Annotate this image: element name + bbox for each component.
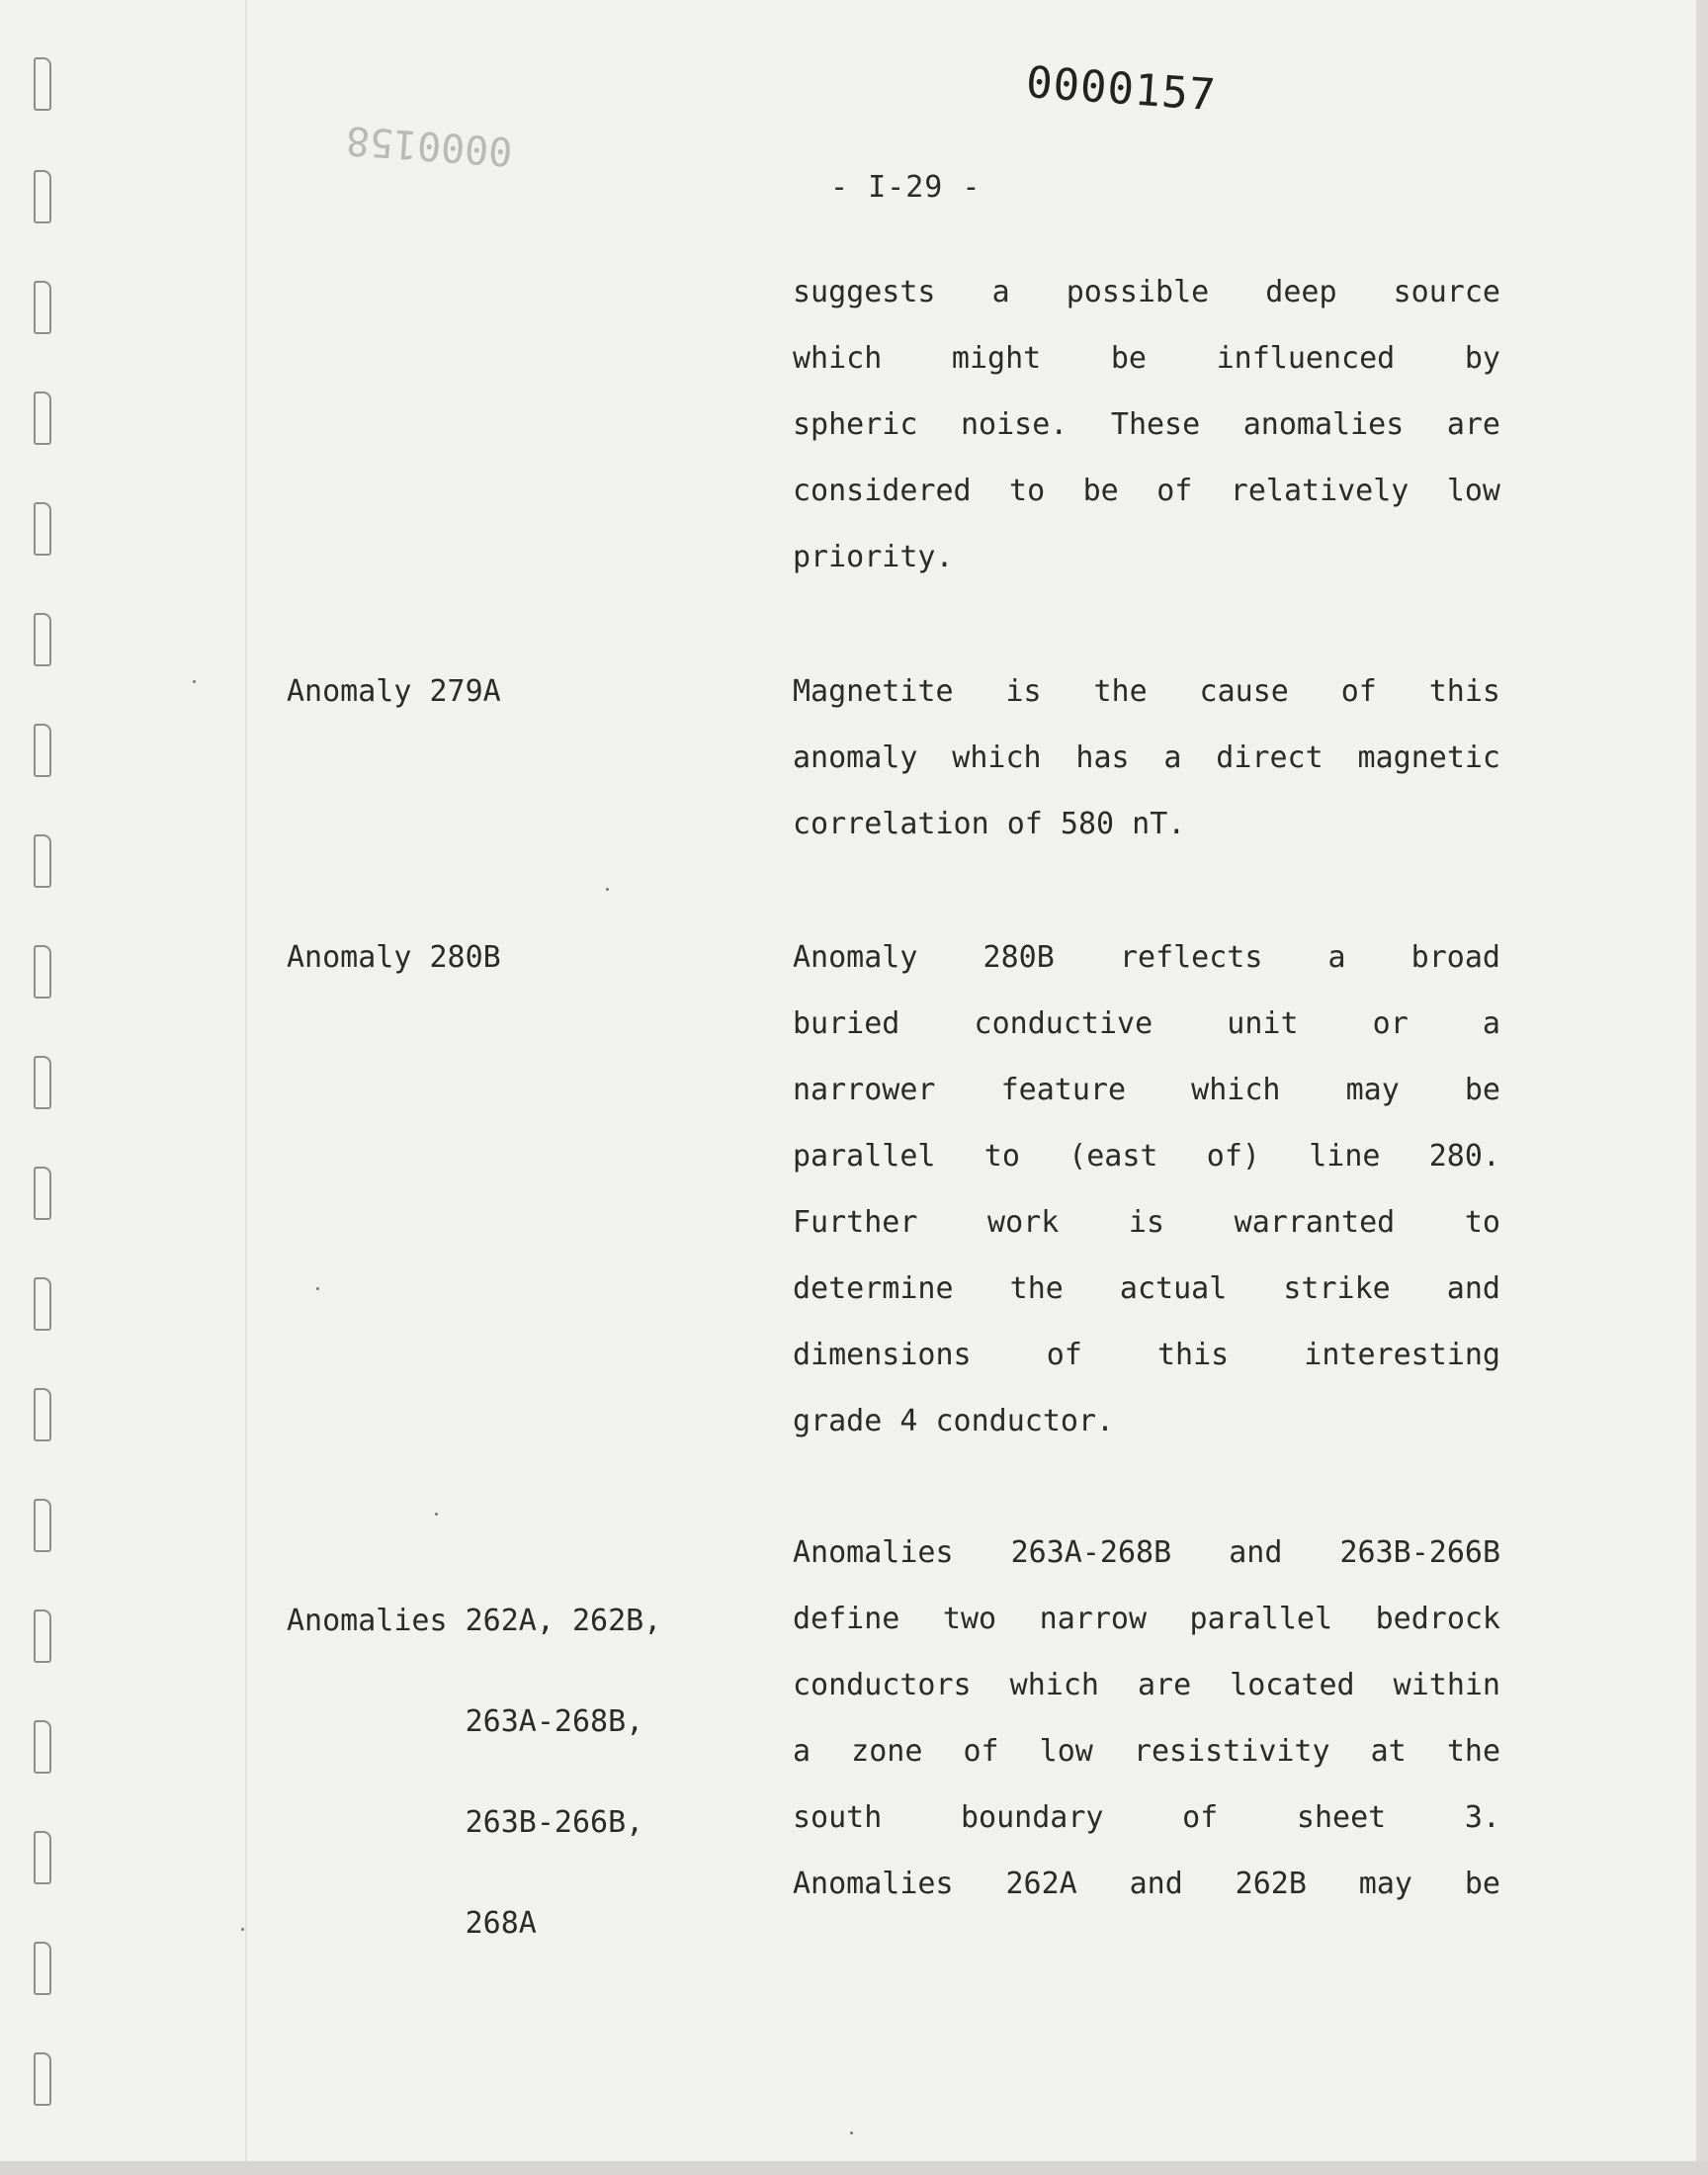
anomaly-label-262a-group xyxy=(287,1537,661,2008)
binder-hole xyxy=(34,1942,51,1995)
binder-hole xyxy=(34,1167,51,1220)
paper-speck xyxy=(606,888,609,891)
document-number-stamp: 0000157 xyxy=(1024,57,1218,122)
text-line: determine the actual strike and xyxy=(793,1271,1500,1306)
faded-number-stamp: 0000158 xyxy=(344,117,514,174)
binder-hole xyxy=(34,945,51,999)
page-right-edge xyxy=(1696,0,1708,2175)
text-line: Magnetite is the cause of this xyxy=(793,674,1500,709)
binder-hole xyxy=(34,1056,51,1109)
page-bottom-edge xyxy=(0,2161,1708,2175)
binder-hole xyxy=(34,57,51,111)
text-line: narrower feature which may be xyxy=(793,1073,1500,1107)
text-line: a zone of low resistivity at the xyxy=(793,1734,1500,1769)
binder-hole xyxy=(34,613,51,666)
anomaly-label-279a: Anomaly 279A xyxy=(287,674,501,709)
binder-hole xyxy=(34,1720,51,1774)
text-line: considered to be of relatively low xyxy=(793,474,1500,508)
paragraph-anomaly-279a xyxy=(793,658,1500,857)
text-line: Anomaly 280B reflects a broad xyxy=(793,940,1500,975)
binder-hole xyxy=(34,1388,51,1441)
paper-speck xyxy=(850,2132,853,2134)
page-number: - I-29 - xyxy=(830,170,982,205)
binder-hole xyxy=(34,392,51,445)
text-line: spheric noise. These anomalies are xyxy=(793,407,1500,442)
paragraph-anomaly-280b xyxy=(793,924,1500,1454)
binder-hole xyxy=(34,834,51,888)
label-line: 263A-268B, xyxy=(287,1704,644,1739)
binder-hole xyxy=(34,281,51,334)
binder-hole xyxy=(34,1831,51,1884)
label-line: 263B-266B, xyxy=(287,1805,644,1840)
paper-speck xyxy=(435,1513,438,1516)
text-line: south boundary of sheet 3. xyxy=(793,1800,1500,1835)
binder-hole xyxy=(34,502,51,556)
label-line: Anomalies 262A, 262B, xyxy=(287,1604,662,1638)
text-line: Anomalies 262A and 262B may be xyxy=(793,1867,1500,1901)
text-line: define two narrow parallel bedrock xyxy=(793,1602,1500,1636)
text-line: correlation of 580 nT. xyxy=(793,807,1186,841)
binder-hole xyxy=(34,724,51,777)
label-line: 268A xyxy=(287,1906,537,1941)
text-line: priority. xyxy=(793,540,954,574)
paragraph-anomalies-262a-268a xyxy=(793,1520,1500,1917)
text-line: grade 4 conductor. xyxy=(793,1404,1115,1438)
binder-hole xyxy=(34,2052,51,2106)
paper-speck xyxy=(241,1928,244,1931)
binder-holes xyxy=(30,57,59,2114)
text-line: conductors which are located within xyxy=(793,1668,1500,1702)
text-line: buried conductive unit or a xyxy=(793,1006,1500,1041)
text-line: dimensions of this interesting xyxy=(793,1338,1500,1372)
anomaly-label-280b: Anomaly 280B xyxy=(287,940,501,975)
paper-speck xyxy=(193,680,196,683)
page-fold-line xyxy=(245,0,247,2175)
binder-hole xyxy=(34,170,51,223)
binder-hole xyxy=(34,1277,51,1331)
binder-hole xyxy=(34,1610,51,1663)
text-line: Anomalies 263A-268B and 263B-266B xyxy=(793,1535,1500,1570)
paragraph-continuation xyxy=(793,259,1500,590)
text-line: parallel to (east of) line 280. xyxy=(793,1139,1500,1174)
text-line: Further work is warranted to xyxy=(793,1205,1500,1240)
paper-speck xyxy=(316,1287,319,1290)
text-line: anomaly which has a direct magnetic xyxy=(793,740,1500,775)
text-line: which might be influenced by xyxy=(793,341,1500,376)
binder-hole xyxy=(34,1499,51,1552)
text-line: suggests a possible deep source xyxy=(793,275,1500,309)
